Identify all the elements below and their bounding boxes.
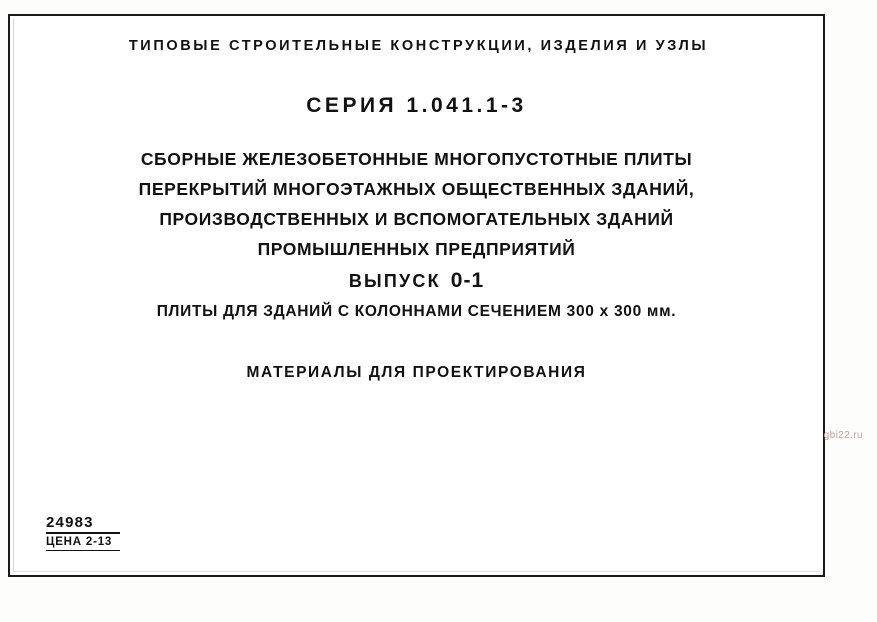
series-designation: СЕРИЯ 1.041.1-3 [306, 94, 527, 117]
document-title-line-1: СБОРНЫЕ ЖЕЛЕЗОБЕТОННЫЕ МНОГОПУСТОТНЫЕ ПЛИТЫ [140, 149, 693, 169]
materials-for-design-label: МАТЕРИАЛЫ ДЛЯ ПРОЕКТИРОВАНИЯ [246, 364, 587, 381]
stamp-rule [46, 532, 120, 534]
title-page-frame [8, 14, 825, 577]
stamp-price: ЦЕНА 2-13 [46, 536, 113, 548]
bottom-left-stamp [46, 514, 120, 551]
document-title-line-2: ПЕРЕКРЫТИЙ МНОГОЭТАЖНЫХ ОБЩЕСТВЕННЫХ ЗДАНИЙ, [138, 179, 695, 199]
document-title-line-4: ПРОМЫШЛЕННЫХ ПРЕДПРИЯТИЙ [257, 239, 576, 259]
document-title-line-3: ПРОИЗВОДСТВЕННЫХ И ВСПОМОГАТЕЛЬНЫХ ЗДАНИЙ [159, 209, 674, 229]
document-subtitle: ПЛИТЫ ДЛЯ ЗДАНИЙ С КОЛОННАМИ СЕЧЕНИЕМ 300 х 300 мм. [156, 303, 677, 320]
stamp-number: 24983 [46, 514, 94, 531]
watermark: gbi22.ru [823, 430, 863, 441]
document-header: ТИПОВЫЕ СТРОИТЕЛЬНЫЕ КОНСТРУКЦИИ, ИЗДЕЛИЯ И УЗЛЫ [128, 38, 709, 54]
stamp-rule-secondary [46, 550, 120, 551]
issue-row [10, 269, 823, 293]
issue-number: 0-1 [450, 269, 485, 292]
issue-label: ВЫПУСК [348, 271, 441, 291]
